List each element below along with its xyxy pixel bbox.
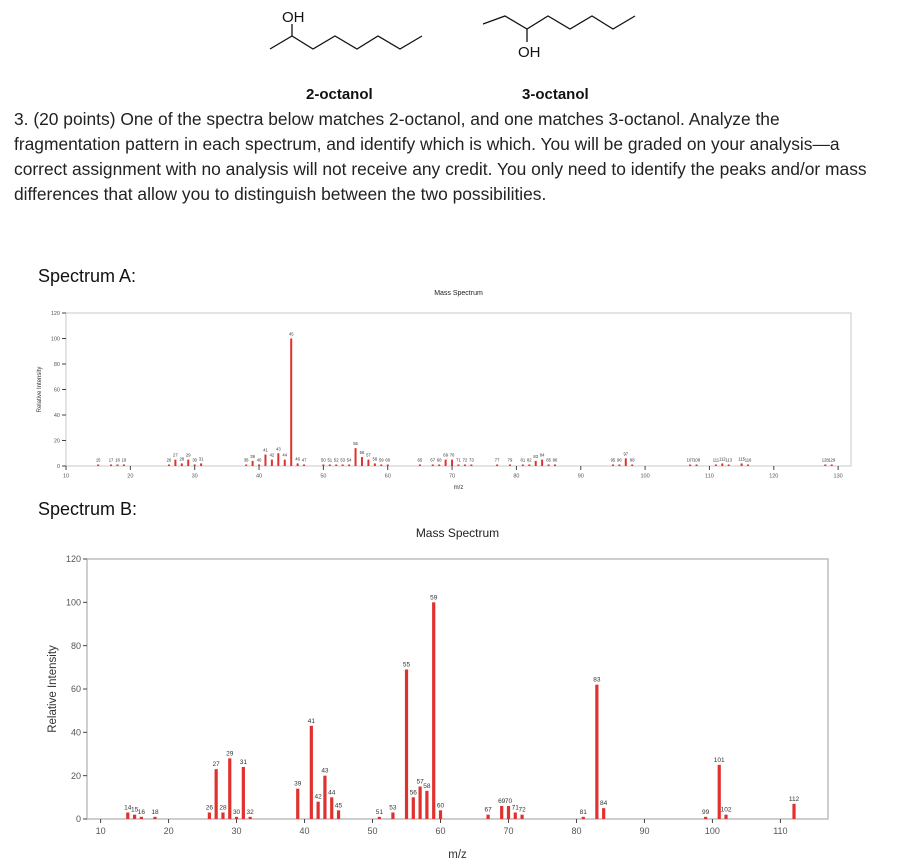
peak-bar: [342, 465, 344, 467]
peak-bar: [445, 460, 447, 466]
peak-bar: [133, 815, 136, 819]
x-tick-label: 50: [367, 826, 378, 836]
y-tick-label: 120: [50, 310, 60, 317]
peak-label: 47: [301, 457, 307, 463]
peak-label: 79: [507, 457, 513, 463]
peak-label: 67: [430, 457, 436, 463]
peak-bar: [355, 448, 357, 466]
peak-bar: [297, 463, 299, 466]
y-tick-label: 80: [70, 640, 81, 651]
peak-label: 70: [504, 798, 513, 805]
peak-label: 15: [130, 806, 139, 814]
peak-label: 29: [226, 750, 234, 758]
3-octanol-structure: [483, 16, 635, 42]
peak-label: 129: [828, 457, 836, 463]
2-octanol-name: 2-octanol: [306, 86, 373, 103]
peak-bar: [208, 813, 211, 820]
y-axis-label: Relative Intensity: [47, 645, 59, 733]
peak-bar: [153, 817, 156, 819]
peak-label: 15: [95, 457, 101, 463]
peak-bar: [520, 815, 523, 819]
peak-label: 68: [436, 457, 442, 463]
peak-label: 57: [416, 778, 424, 786]
peak-label: 116: [744, 457, 752, 463]
peak-bar: [245, 465, 247, 467]
peak-bar: [419, 465, 421, 467]
peak-label: 54: [346, 457, 352, 463]
peak-bar: [412, 797, 415, 819]
y-tick-label: 100: [65, 597, 81, 608]
x-tick-label: 100: [704, 826, 720, 836]
x-tick-label: 70: [503, 826, 514, 836]
x-tick-label: 30: [231, 826, 242, 836]
peak-label: 42: [269, 452, 275, 458]
peak-label: 43: [321, 767, 329, 775]
x-tick-label: 10: [62, 473, 70, 480]
peak-label: 112: [788, 795, 800, 803]
peak-bar: [612, 465, 614, 467]
chart-title: Mass Spectrum: [415, 526, 500, 540]
peak-label: 41: [263, 447, 268, 453]
peak-bar: [271, 460, 273, 466]
peak-label: 82: [526, 457, 532, 463]
peak-label: 115: [738, 456, 745, 462]
peak-bar: [303, 465, 305, 467]
peak-bar: [464, 465, 466, 467]
peak-label: 60: [436, 802, 445, 810]
peak-bar: [361, 457, 363, 466]
peak-label: 128: [821, 457, 829, 463]
peak-label: 81: [579, 808, 587, 816]
x-tick-label: 70: [449, 473, 456, 480]
peak-label: 28: [219, 804, 227, 812]
peak-label: 41: [307, 717, 315, 725]
peak-label: 59: [378, 457, 384, 463]
peak-bar: [258, 465, 260, 467]
peak-label: 45: [334, 802, 343, 810]
peak-label: 43: [276, 446, 281, 452]
peak-label: 31: [198, 456, 204, 462]
peak-label: 111: [712, 457, 720, 463]
peak-bar: [335, 465, 337, 467]
peak-label: 50: [321, 457, 326, 463]
chart-title: Mass Spectrum: [434, 290, 483, 297]
peak-label: 53: [389, 804, 397, 812]
x-tick-label: 90: [577, 473, 584, 480]
peak-label: 14: [124, 804, 132, 812]
peak-bar: [110, 465, 112, 467]
peak-label: 98: [629, 457, 635, 463]
y-tick-label: 80: [53, 361, 60, 368]
peak-label: 18: [115, 457, 120, 463]
y-tick-label: 100: [50, 336, 60, 343]
x-tick-label: 50: [320, 473, 327, 480]
peak-bar: [194, 465, 196, 467]
peak-bar: [496, 465, 498, 467]
peak-bar: [522, 465, 524, 467]
peak-label: 95: [610, 457, 616, 463]
peak-label: 17: [108, 457, 114, 463]
x-tick-label: 110: [705, 473, 714, 480]
peak-label: 30: [232, 808, 241, 816]
peak-bar: [140, 817, 143, 819]
y-tick-label: 20: [53, 438, 60, 445]
peak-bar: [432, 465, 434, 467]
peak-bar: [405, 670, 408, 820]
peak-bar: [724, 815, 727, 819]
y-tick-label: 40: [53, 412, 60, 419]
peak-bar: [451, 460, 453, 466]
peak-label: 29: [185, 452, 191, 458]
peak-bar: [221, 813, 224, 820]
peak-label: 101: [713, 756, 725, 764]
x-tick-label: 130: [833, 473, 843, 480]
2-octanol-structure: [270, 24, 422, 49]
peak-bar: [432, 602, 435, 819]
peak-label: 73: [469, 457, 474, 463]
y-tick-label: 60: [53, 387, 60, 394]
y-tick-label: 0: [56, 463, 60, 470]
peak-label: 42: [314, 793, 322, 801]
peak-bar: [329, 465, 331, 467]
peak-bar: [595, 685, 598, 819]
peak-label: 72: [518, 806, 526, 814]
plot-frame: [87, 559, 828, 819]
peak-bar: [380, 465, 382, 467]
peak-label: 112: [718, 456, 726, 462]
x-tick-label: 100: [640, 473, 650, 480]
peak-label: 31: [239, 759, 247, 766]
x-tick-label: 60: [384, 473, 391, 480]
peak-label: 26: [166, 457, 172, 463]
3-octanol-name: 3-octanol: [522, 86, 589, 103]
peak-bar: [514, 813, 517, 820]
peak-label: 57: [366, 452, 371, 458]
peak-bar: [252, 461, 254, 466]
peak-bar: [425, 791, 428, 819]
peak-bar: [235, 817, 238, 819]
peak-bar: [290, 339, 292, 467]
peak-bar: [715, 465, 717, 467]
peak-bar: [721, 463, 723, 466]
peak-bar: [249, 817, 252, 819]
peak-label: 28: [179, 456, 185, 462]
x-tick-label: 40: [255, 473, 263, 480]
peak-bar: [689, 465, 691, 467]
y-axis-label: Relative Intensity: [37, 366, 43, 413]
peak-bar: [500, 806, 503, 819]
peak-label: 69: [498, 798, 506, 805]
peak-bar: [391, 813, 394, 820]
peak-label: 30: [192, 457, 198, 463]
peak-bar: [704, 817, 707, 819]
peak-bar: [528, 465, 530, 467]
x-tick-label: 30: [191, 473, 198, 480]
peak-bar: [439, 810, 442, 819]
peak-bar: [824, 465, 826, 467]
x-tick-label: 40: [299, 826, 310, 836]
peak-label: 44: [282, 452, 288, 458]
peak-bar: [535, 461, 537, 466]
peak-label: 59: [430, 594, 438, 602]
spectrum-b-label: Spectrum B:: [38, 499, 138, 519]
peak-bar: [277, 453, 279, 466]
peak-label: 51: [327, 457, 333, 463]
peak-label: 16: [137, 808, 146, 816]
y-tick-label: 60: [70, 684, 81, 695]
peak-bar: [215, 769, 218, 819]
peak-bar: [507, 806, 510, 819]
peak-bar: [747, 465, 749, 467]
x-tick-label: 20: [163, 826, 174, 836]
peak-bar: [419, 787, 422, 820]
peak-bar: [200, 463, 202, 466]
peak-bar: [554, 465, 556, 467]
question-text: 3. (20 points) One of the spectra below matches 2-octanol, and one matches 3-octanol. Analyze the fragmentation pattern in each spectrum, and identify which is which. You will be graded on your analysis—a correct assignment with no analysis will not receive any credit. You only need to identify the peaks and/or mass differences that allow you to distinguish between the two possibilities.: [14, 109, 867, 204]
x-tick-label: 90: [639, 826, 650, 836]
peak-bar: [228, 758, 231, 819]
peak-bar: [310, 726, 313, 819]
peak-label: 69: [443, 452, 448, 458]
peak-label: 60: [385, 457, 391, 463]
peak-bar: [728, 465, 730, 467]
peak-label: 107: [686, 457, 694, 463]
2-octanol-oh-label: OH: [282, 9, 305, 26]
peak-bar: [116, 465, 118, 467]
peak-label: 65: [417, 457, 423, 463]
peak-label: 26: [205, 804, 213, 812]
peak-label: 108: [693, 457, 701, 463]
peak-bar: [625, 458, 627, 466]
x-tick-label: 80: [571, 826, 582, 836]
peak-label: 39: [294, 780, 302, 788]
3-octanol-oh-label: OH: [518, 44, 541, 61]
peak-bar: [458, 465, 460, 467]
peak-label: 84: [600, 800, 608, 808]
x-tick-label: 80: [513, 473, 520, 480]
peak-label: 58: [372, 456, 378, 462]
y-tick-label: 20: [70, 770, 81, 781]
peak-bar: [741, 463, 743, 466]
peak-bar: [348, 465, 350, 467]
peak-bar: [242, 767, 245, 819]
peak-label: 51: [375, 808, 383, 816]
peak-bar: [367, 460, 369, 466]
peak-label: 53: [340, 457, 346, 463]
peak-label: 81: [520, 457, 526, 463]
peak-bar: [631, 465, 633, 467]
peak-bar: [618, 465, 620, 467]
peak-bar: [187, 460, 189, 466]
peak-bar: [582, 817, 585, 819]
peak-label: 77: [494, 457, 500, 463]
peak-bar: [374, 463, 376, 466]
peak-label: 102: [720, 806, 732, 814]
peak-label: 84: [539, 452, 545, 458]
peak-bar: [284, 460, 286, 466]
peak-bar: [548, 465, 550, 467]
peak-bar: [438, 465, 440, 467]
peak-label: 58: [423, 782, 431, 790]
peak-bar: [296, 789, 299, 819]
peak-bar: [387, 465, 389, 467]
spectrum-a-label: Spectrum A:: [38, 266, 137, 286]
peak-bar: [337, 810, 340, 819]
spectrum-a-chart: [0, 280, 899, 495]
spectrum-b-chart: [0, 518, 899, 862]
peak-label: 27: [173, 452, 178, 458]
peak-bar: [126, 813, 129, 820]
peak-label: 99: [702, 808, 710, 816]
peak-label: 55: [353, 441, 358, 447]
peak-bar: [264, 455, 266, 466]
peak-label: 56: [409, 789, 417, 797]
peak-label: 52: [333, 457, 339, 463]
peak-label: 113: [725, 457, 733, 463]
peak-bar: [831, 465, 833, 467]
peak-label: 83: [533, 453, 539, 459]
peak-label: 55: [402, 661, 411, 669]
x-tick-label: 60: [435, 826, 446, 836]
x-tick-label: 120: [769, 473, 779, 480]
peak-bar: [181, 463, 183, 466]
peak-bar: [509, 465, 511, 467]
peak-bar: [378, 817, 381, 819]
peak-label: 72: [462, 457, 468, 463]
peak-bar: [330, 797, 333, 819]
y-tick-label: 40: [70, 727, 81, 738]
peak-label: 96: [617, 457, 622, 463]
peak-label: 27: [212, 761, 220, 769]
peak-bar: [541, 460, 543, 466]
peak-bar: [323, 776, 326, 819]
peak-bar: [174, 460, 176, 466]
peak-label: 45: [288, 331, 294, 337]
x-tick-label: 10: [95, 826, 106, 836]
peak-label: 67: [484, 806, 492, 814]
peak-label: 39: [250, 453, 255, 459]
x-tick-label: 110: [773, 826, 788, 836]
peak-label: 86: [552, 457, 558, 463]
peak-bar: [317, 802, 320, 819]
molecule-structures: [0, 0, 899, 105]
peak-bar: [602, 808, 605, 819]
peak-label: 38: [243, 457, 249, 463]
peak-label: 40: [256, 457, 262, 463]
peak-label: 46: [295, 456, 300, 462]
peak-label: 71: [456, 457, 461, 463]
peak-label: 44: [328, 789, 336, 797]
peak-bar: [792, 804, 795, 819]
peak-bar: [123, 465, 125, 467]
peak-bar: [696, 465, 698, 467]
peak-label: 56: [359, 450, 365, 456]
plot-frame: [66, 313, 851, 466]
peak-label: 70: [449, 452, 455, 458]
peak-label: 19: [121, 457, 127, 463]
peak-label: 18: [151, 808, 159, 816]
peak-label: 71: [511, 804, 519, 812]
y-tick-label: 120: [65, 554, 81, 565]
peak-bar: [322, 465, 324, 467]
x-axis-label: m/z: [453, 485, 464, 491]
peak-bar: [470, 465, 472, 467]
peak-label: 83: [593, 676, 601, 684]
peak-bar: [97, 465, 99, 467]
x-tick-label: 20: [127, 473, 134, 480]
peak-label: 32: [246, 808, 254, 816]
y-tick-label: 0: [75, 814, 81, 825]
x-axis-label: m/z: [448, 849, 467, 861]
peak-bar: [168, 465, 170, 467]
peak-label: 85: [546, 457, 551, 463]
peak-label: 97: [623, 451, 629, 457]
peak-bar: [486, 815, 489, 819]
